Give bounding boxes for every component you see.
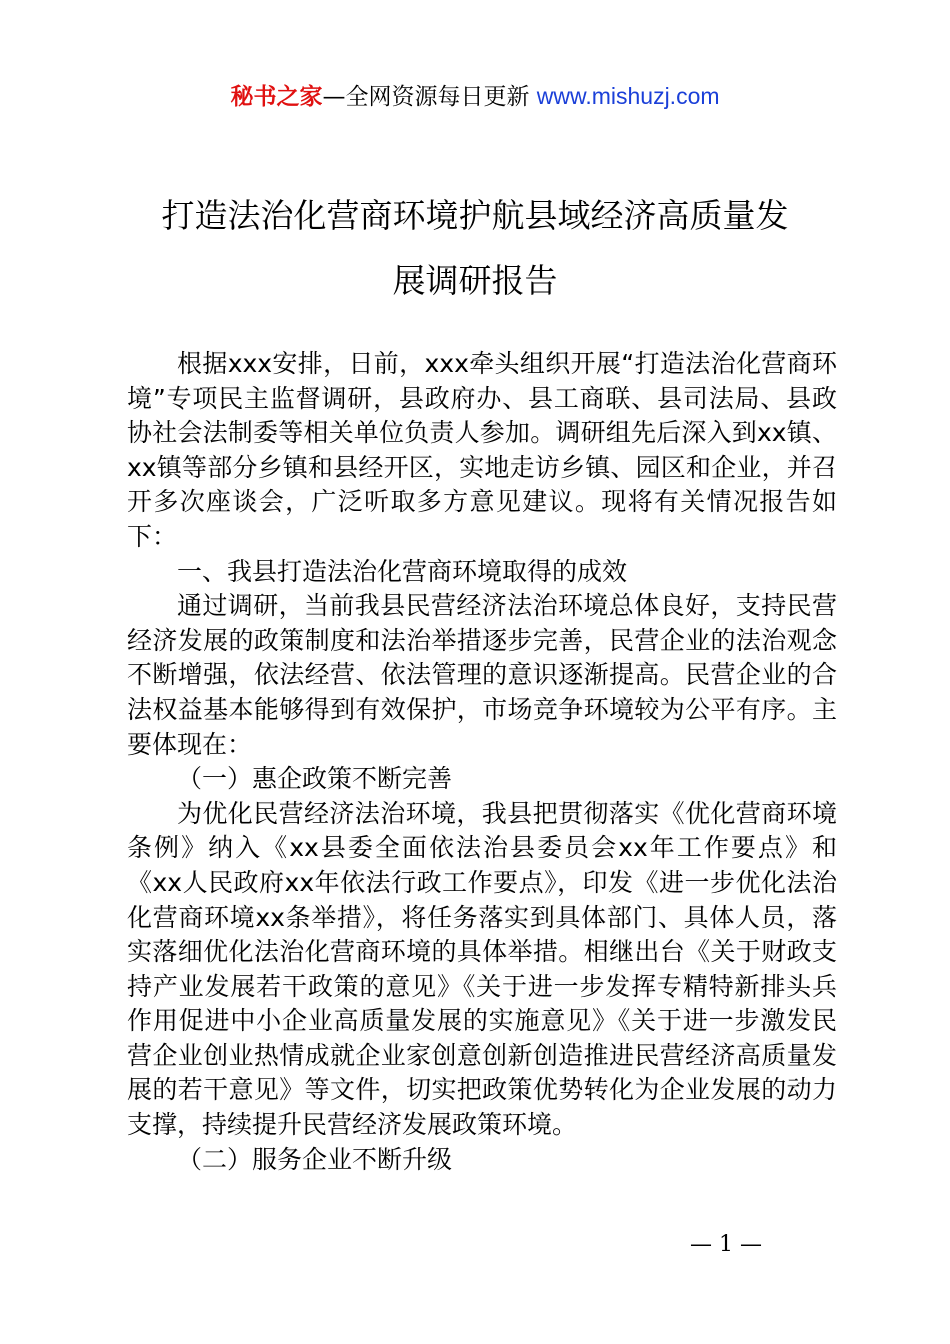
section-heading: 一、我县打造法治化营商环境取得的成效 bbox=[177, 556, 628, 586]
page-number: — 1 — bbox=[690, 1232, 762, 1257]
document-body bbox=[127, 347, 837, 1177]
document-title-line-1: 打造法治化营商环境护航县域经济高质量发 bbox=[161, 196, 789, 235]
document-title-line-2: 展调研报告 bbox=[392, 261, 558, 300]
subsection-heading: （一）惠企政策不断完善 bbox=[177, 764, 453, 794]
site-slogan: —全网资源每日更新 bbox=[322, 84, 530, 110]
site-url: www.mishuzj.com bbox=[536, 83, 720, 109]
body-paragraph: 通过调研，当前我县民营经济法治环境总体良好，支持民营经济发展的政策制度和法治举措逐步完善，民营企业的法治观念不断增强，依法经营、依法管理的意识逐渐提高。民营企业的合法权益基本能够得到有效保护，市场竞争环境较为公平有序。主要体现在： bbox=[127, 591, 837, 759]
subsection-heading: （二）服务企业不断升级 bbox=[177, 1144, 453, 1174]
intro-paragraph: 根据xxx安排，日前，xxx牵头组织开展“打造法治化营商环境”专项民主监督调研，县政府办、县工商联、县司法局、县政协社会法制委等相关单位负责人参加。调研组先后深入到xx镇、xx镇等部分乡镇和县经开区，实地走访乡镇、园区和企业，并召开多次座谈会，广泛听取多方意见建议。现将有关情况报告如下： bbox=[127, 349, 837, 551]
site-brand: 秘书之家 bbox=[230, 84, 323, 110]
body-paragraph: 为优化民营经济法治环境，我县把贯彻落实《优化营商环境条例》纳入《xx县委全面依法治县委员会xx年工作要点》和《xx人民政府xx年依法行政工作要点》，印发《进一步优化法治化营商环境xx条举措》，将任务落实到具体部门、具体人员，落实落细优化法治化营商环境的具体举措。相继出台《关于财政支持产业发展若干政策的意见》《关于进一步发挥专精特新排头兵作用促进中小企业高质量发展的实施意见》《关于进一步激发民营企业创业热情成就企业家创意创新创造推进民营经济高质量发展的若干意见》等文件，切实把政策优势转化为企业发展的动力支撑，持续提升民营经济发展政策环境。 bbox=[127, 798, 837, 1140]
site-banner bbox=[0, 80, 950, 113]
